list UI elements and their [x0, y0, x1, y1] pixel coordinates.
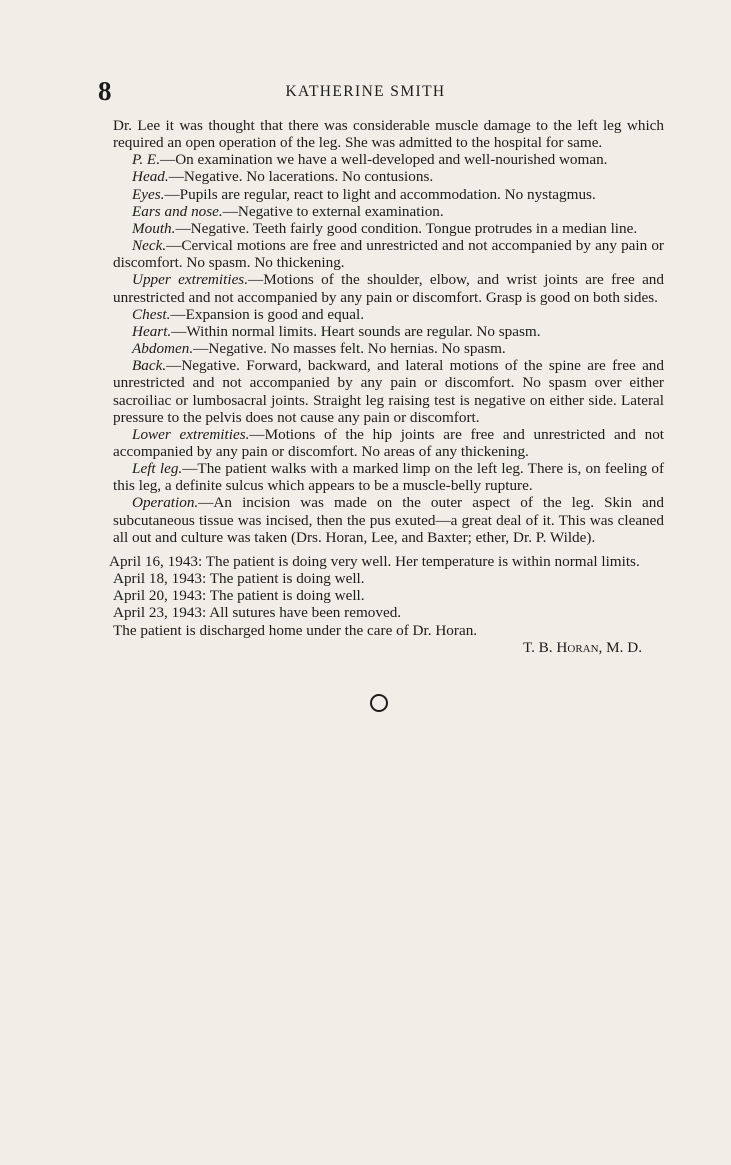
- finding-heart: [113, 323, 664, 340]
- finding-text: —Negative. Forward, backward, and lateral motions of the spine are free and unrestricted and not accompanied by any pain or discomfort. No spasm over either sacroiliac or lumbosacral joints. Straight leg raising test is negative on either side. Lateral pressure to the pelvis does not cause any pain or discomfort.: [113, 357, 664, 426]
- page-header: [0, 76, 731, 106]
- finding-label: P. E.: [132, 151, 160, 169]
- physician-signature: [113, 639, 664, 656]
- finding-label: Ears and nose.: [132, 202, 223, 220]
- progress-note-april-16: April 16, 1943: The patient is doing very well. Her temperature is within normal limits.: [109, 552, 640, 570]
- finding-label: Operation.: [132, 494, 199, 512]
- finding-head: [113, 168, 664, 185]
- finding-text: —The patient walks with a marked limp on the left leg. There is, on feeling of this leg, a definite sulcus which appears to be a muscle-belly rupture.: [113, 460, 664, 495]
- finding-text: —Negative to external examination.: [222, 202, 444, 220]
- finding-label: Abdomen.: [132, 340, 194, 358]
- finding-label: Back.: [132, 357, 167, 375]
- finding-back: [113, 357, 664, 426]
- finding-label: Left leg.: [132, 460, 183, 478]
- progress-note-april-18: April 18, 1943: The patient is doing well.: [113, 570, 365, 588]
- finding-text: —Negative. No lacerations. No contusions.: [168, 168, 434, 186]
- finding-eyes: [113, 186, 664, 203]
- finding-neck: [113, 237, 664, 271]
- intro-paragraph: Dr. Lee it was thought that there was considerable muscle damage to the left leg which required an open operation of the leg. She was admitted to the hospital for same.: [113, 117, 664, 152]
- progress-note-april-23: April 23, 1943: All sutures have been removed.: [113, 604, 402, 622]
- finding-label: Heart.: [132, 322, 172, 340]
- finding-label: Mouth.: [132, 219, 176, 237]
- finding-operation: [113, 494, 664, 545]
- finding-text: —Expansion is good and equal.: [170, 305, 365, 323]
- finding-text: —Motions of the hip joints are free and unrestricted and not accompanied by any pain or discomfort. No areas of any thickening.: [113, 425, 665, 460]
- finding-label: Neck.: [132, 237, 167, 255]
- finding-label: Eyes.: [132, 185, 165, 203]
- finding-text: —Negative. Teeth fairly good condition. Tongue protrudes in a median line.: [175, 219, 638, 237]
- finding-text: —Negative. No masses felt. No hernias. No spasm.: [193, 340, 506, 358]
- finding-label: Head.: [132, 168, 169, 186]
- progress-note-april-20: April 20, 1943: The patient is doing well.: [113, 587, 365, 605]
- finding-label: Lower extremities.: [132, 425, 250, 443]
- finding-abdomen: [113, 340, 664, 357]
- page-number: 8: [98, 76, 112, 106]
- circle-mark-icon: [370, 694, 388, 712]
- finding-chest: [113, 306, 664, 323]
- running-head: KATHERINE SMITH: [285, 83, 446, 100]
- finding-physical-exam: [113, 151, 664, 168]
- finding-label: Upper extremities.: [132, 271, 249, 289]
- finding-mouth: [113, 220, 664, 237]
- discharge-note: The patient is discharged home under the care of Dr. Horan.: [113, 621, 478, 639]
- document-body: [109, 117, 665, 656]
- finding-left-leg: [113, 460, 664, 494]
- finding-text: —Within normal limits. Heart sounds are regular. No spasm.: [171, 322, 541, 340]
- finding-upper-extremities: [113, 271, 664, 305]
- finding-text: —Motions of the shoulder, elbow, and wrist joints are free and unrestricted and not accompanied by any pain or discomfort. Grasp is good on both sides.: [113, 271, 664, 306]
- finding-lower-extremities: [113, 426, 664, 460]
- section-spacer: [113, 546, 664, 553]
- finding-text: —On examination we have a well-developed and well-nourished woman.: [160, 151, 608, 169]
- signature-text: T. B. Horan, M. D.: [522, 638, 642, 656]
- finding-text: —An incision was made on the outer aspect of the leg. Skin and subcutaneous tissue was incised, then the pus exuted—a great deal of it. This was cleaned all out and culture was taken (Drs. Horan, Lee, and Baxter; ether, Dr. P. Wilde).: [113, 494, 664, 546]
- finding-label: Chest.: [132, 305, 171, 323]
- finding-ears-nose: [113, 203, 664, 220]
- finding-text: —Pupils are regular, react to light and accommodation. No nystagmus.: [164, 185, 596, 203]
- finding-text: —Cervical motions are free and unrestricted and not accompanied by any pain or discomfort. No spasm. No thickening.: [113, 237, 664, 272]
